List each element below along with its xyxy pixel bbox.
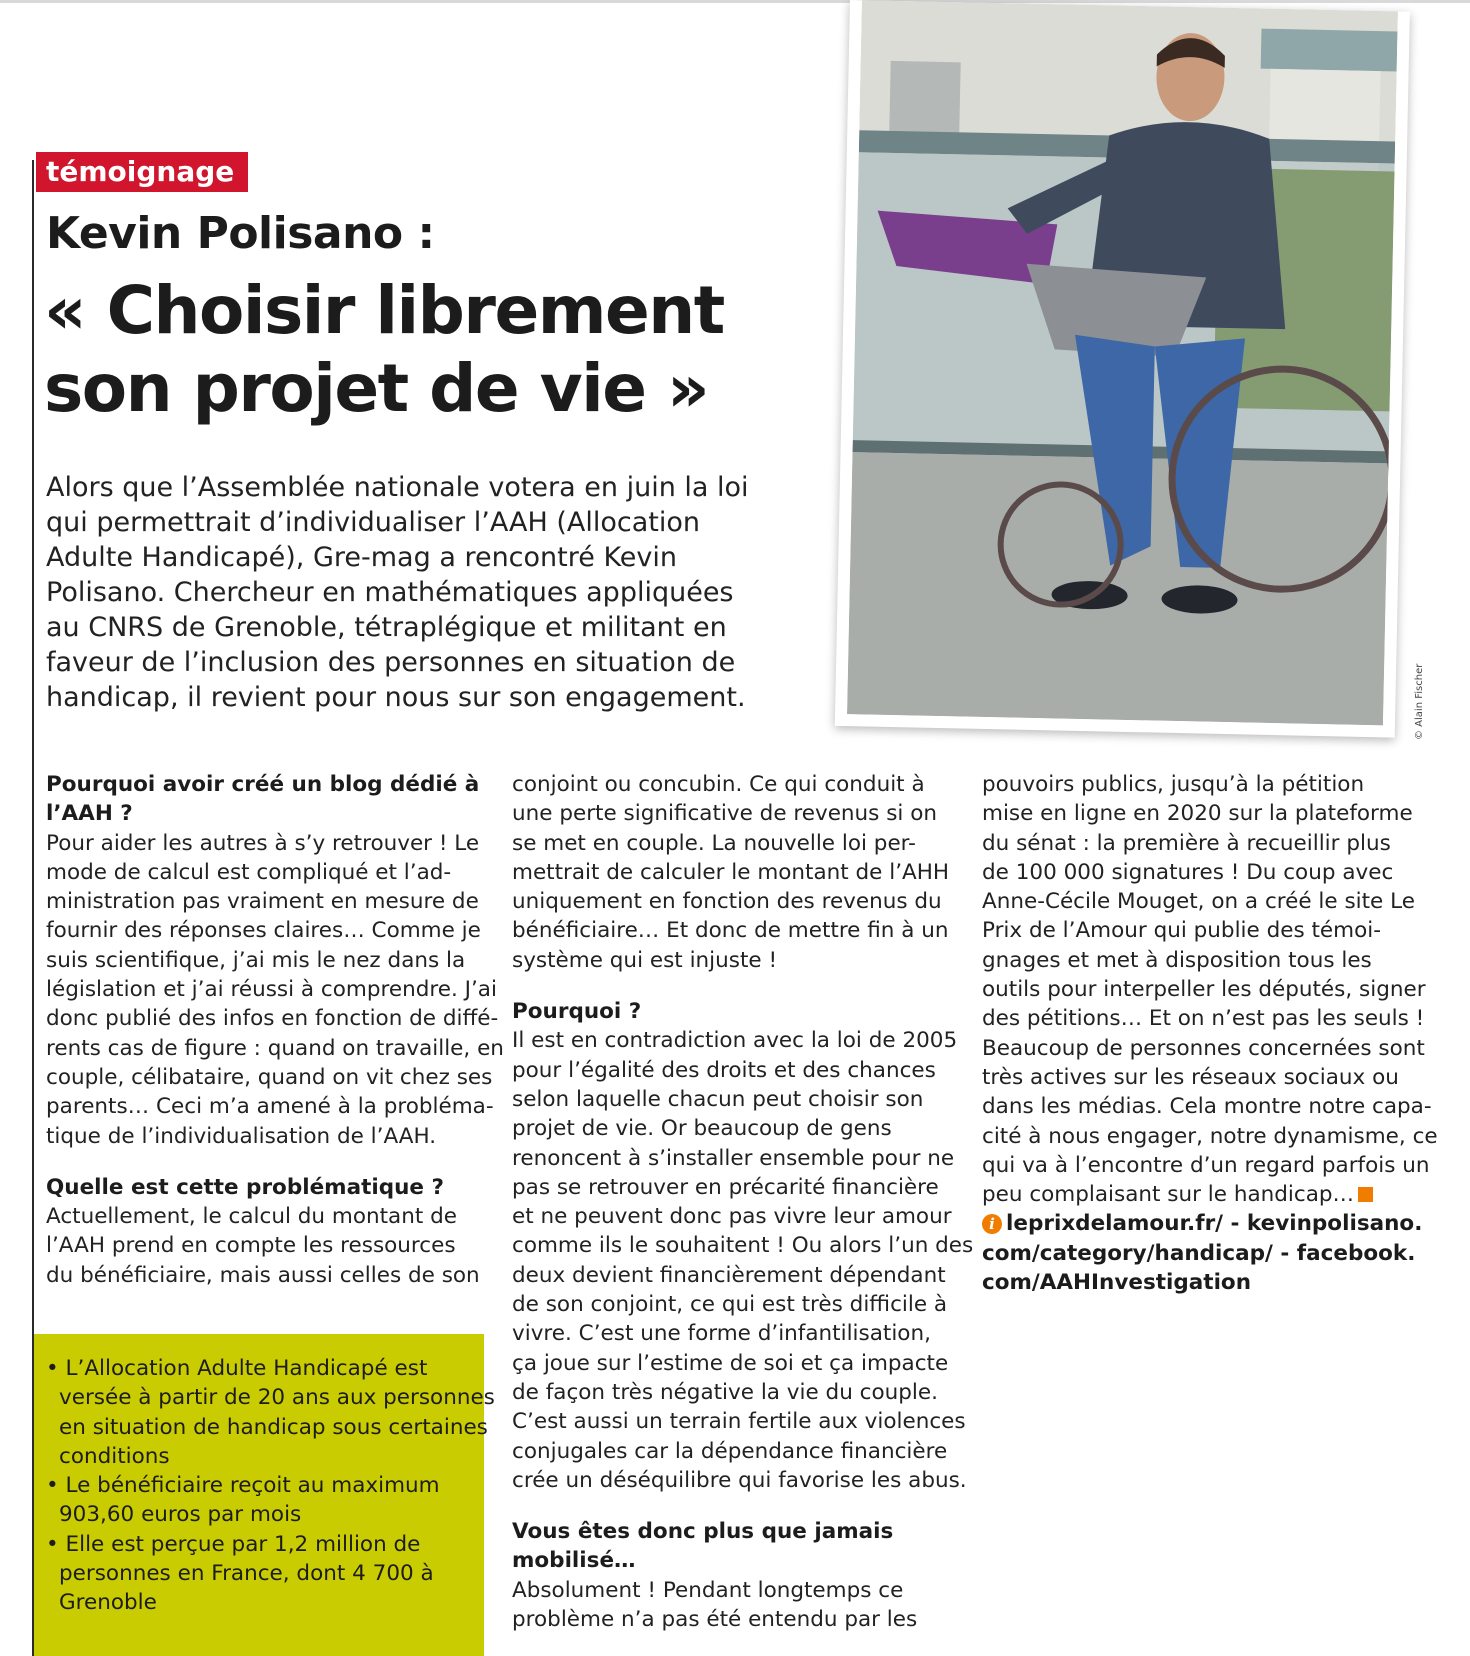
link-text[interactable]: com/AAHInvestigation xyxy=(982,1270,1252,1296)
top-rule xyxy=(0,0,1470,3)
info-links xyxy=(982,1209,1423,1238)
answer-line: des pétitions… Et on n’est pas les seuls ! xyxy=(982,1006,1425,1032)
answer-line: couple, célibataire, quand on vit chez ses xyxy=(46,1064,493,1090)
fact-line: 903,60 euros par mois xyxy=(59,1502,302,1528)
fact-item: • L’Allocation Adulte Handicapé est xyxy=(46,1356,428,1381)
answer-line: problème n’a pas été entendu par les xyxy=(512,1607,918,1633)
answer-line: Il est en contradiction avec la loi de 2005 xyxy=(512,1028,958,1054)
answer-line: se met en couple. La nouvelle loi per- xyxy=(512,830,916,856)
answer-line: du sénat : la première à recueillir plus xyxy=(982,830,1391,856)
answer-line: législation et j’ai réussi à comprendre. J’ai xyxy=(46,977,497,1003)
answer-line: renoncent à s’installer ensemble pour ne xyxy=(512,1145,955,1171)
answer-line-text: peu complaisant sur le handicap… xyxy=(982,1182,1355,1208)
info-icon: i xyxy=(982,1214,1002,1234)
kicker: Kevin Polisano : xyxy=(46,208,435,259)
answer-line: du bénéficiaire, mais aussi celles de son xyxy=(46,1262,480,1288)
answer-line: mise en ligne en 2020 sur la plateforme xyxy=(982,801,1413,827)
intro-line: faveur de l’inclusion des personnes en situation de xyxy=(46,647,736,678)
answer-line: gnages et met à disposition tous les xyxy=(982,947,1372,973)
answer-line: suis scientifique, j’ai mis le nez dans la xyxy=(46,947,466,973)
intro-line: Polisano. Chercheur en mathématiques appliquées xyxy=(46,577,734,608)
answer-line: mettrait de calculer le montant de l’AHH xyxy=(512,859,950,885)
answer-line: bénéficiaire… Et donc de mettre fin à un xyxy=(512,918,949,944)
question-heading: mobilisé… xyxy=(512,1548,636,1574)
intro-line: Adulte Handicapé), Gre-mag a rencontré Kevin xyxy=(46,542,678,573)
link-text[interactable]: com/category/handicap/ - facebook. xyxy=(982,1240,1416,1266)
question-heading: Pourquoi ? xyxy=(512,999,642,1025)
answer-line: vivre. C’est une forme d’infantilisation, xyxy=(512,1321,931,1347)
headline-line: « Choisir librement xyxy=(44,272,724,349)
intro-line: handicap, il revient pour nous sur son engagement. xyxy=(46,682,746,713)
headline-line: son projet de vie » xyxy=(44,350,709,427)
answer-line: conjugales car la dépendance financière xyxy=(512,1438,948,1464)
answer-line: mode de calcul est compliqué et l’ad- xyxy=(46,859,452,885)
photo-credit: © Alain Fischer xyxy=(1414,663,1425,740)
fact-item: • Elle est perçue par 1,2 million de xyxy=(46,1531,421,1557)
end-mark-icon xyxy=(1358,1187,1373,1202)
article-column-2 xyxy=(512,770,974,1634)
answer-line: ça joue sur l’estime de soi et ça impacte xyxy=(512,1350,949,1376)
fact-line: conditions xyxy=(59,1443,170,1469)
answer-line: l’AAH prend en compte les ressources xyxy=(46,1233,456,1259)
answer-line: tique de l’individualisation de l’AAH. xyxy=(46,1123,437,1149)
intro-line: qui permettrait d’individualiser l’AAH (Allocation xyxy=(46,507,701,538)
link-text[interactable]: leprixdelamour.fr/ - kevinpolisano. xyxy=(1006,1211,1423,1237)
answer-line: une perte significative de revenus si on xyxy=(512,801,938,827)
article-column-1 xyxy=(46,770,504,1290)
section-tag: témoignage xyxy=(36,152,248,192)
answer-line: ministration pas vraiment en mesure de xyxy=(46,889,479,915)
answer-line: Anne-Cécile Mouget, on a créé le site Le xyxy=(982,889,1415,915)
answer-line: outils pour interpeller les députés, signer xyxy=(982,977,1426,1003)
answer-line: Actuellement, le calcul du montant de xyxy=(46,1204,457,1230)
answer-line: selon laquelle chacun peut choisir son xyxy=(512,1086,924,1112)
answer-line: donc publié des infos en fonction de diffé- xyxy=(46,1006,499,1032)
fact-line: Grenoble xyxy=(59,1590,157,1616)
answer-line: projet de vie. Or beaucoup de gens xyxy=(512,1116,892,1142)
answer-line: système qui est injuste ! xyxy=(512,947,778,973)
answer-line: uniquement en fonction des revenus du xyxy=(512,889,942,915)
answer-line: très actives sur les réseaux sociaux ou xyxy=(982,1064,1399,1090)
answer-line: pas se retrouver en précarité financière xyxy=(512,1174,939,1200)
question-heading: Quelle est cette problématique ? xyxy=(46,1174,444,1200)
article-column-3 xyxy=(982,770,1438,1297)
fact-line: versée à partir de 20 ans aux personnes xyxy=(59,1385,495,1411)
intro-line: au CNRS de Grenoble, tétraplégique et militant en xyxy=(46,612,727,643)
fact-line: en situation de handicap sous certaines xyxy=(59,1414,488,1440)
intro-line: Alors que l’Assemblée nationale votera en juin la loi xyxy=(46,472,749,503)
answer-line: Beaucoup de personnes concernées sont xyxy=(982,1035,1425,1061)
fact-line: personnes en France, dont 4 700 à xyxy=(59,1561,434,1587)
answer-line: Prix de l’Amour qui publie des témoi- xyxy=(982,918,1381,944)
facts-list xyxy=(46,1354,495,1618)
answer-line: deux devient financièrement dépendant xyxy=(512,1262,946,1288)
answer-line: de son conjoint, ce qui est très difficile à xyxy=(512,1292,948,1318)
answer-line: conjoint ou concubin. Ce qui conduit à xyxy=(512,772,925,797)
fact-item: • Le bénéficiaire reçoit au maximum xyxy=(46,1473,440,1499)
question-heading: l’AAH ? xyxy=(46,801,133,827)
answer-line xyxy=(982,1180,1412,1209)
answer-line: Pour aider les autres à s’y retrouver ! Le xyxy=(46,830,480,856)
answer-line: de 100 000 signatures ! Du coup avec xyxy=(982,859,1394,885)
answer-line: comme ils le souhaitent ! Ou alors l’un des xyxy=(512,1233,974,1259)
answer-line: rents cas de figure : quand on travaille, en xyxy=(46,1035,504,1061)
answer-line: et ne peuvent donc pas vivre leur amour xyxy=(512,1204,952,1230)
answer-line: dans les médias. Cela montre notre capa- xyxy=(982,1094,1432,1120)
answer-line: parents… Ceci m’a amené à la probléma- xyxy=(46,1094,494,1120)
headline xyxy=(44,272,864,428)
answer-line: Absolument ! Pendant longtemps ce xyxy=(512,1577,904,1603)
answer-line: pour l’égalité des droits et des chances xyxy=(512,1057,936,1083)
intro-paragraph xyxy=(46,470,836,715)
answer-line: cité à nous engager, notre dynamisme, ce xyxy=(982,1123,1438,1149)
answer-line: pouvoirs publics, jusqu’à la pétition xyxy=(982,772,1365,797)
answer-line: de façon très négative la vie du couple. xyxy=(512,1379,938,1405)
answer-line: fournir des réponses claires… Comme je xyxy=(46,918,481,944)
portrait-illustration xyxy=(847,0,1398,725)
answer-line: crée un déséquilibre qui favorise les abus. xyxy=(512,1467,967,1493)
question-heading: Vous êtes donc plus que jamais xyxy=(512,1519,894,1545)
answer-line: qui va à l’encontre d’un regard parfois un xyxy=(982,1152,1430,1178)
answer-line: C’est aussi un terrain fertile aux violences xyxy=(512,1409,966,1435)
question-heading: Pourquoi avoir créé un blog dédié à xyxy=(46,772,480,797)
portrait-photo xyxy=(835,0,1410,738)
